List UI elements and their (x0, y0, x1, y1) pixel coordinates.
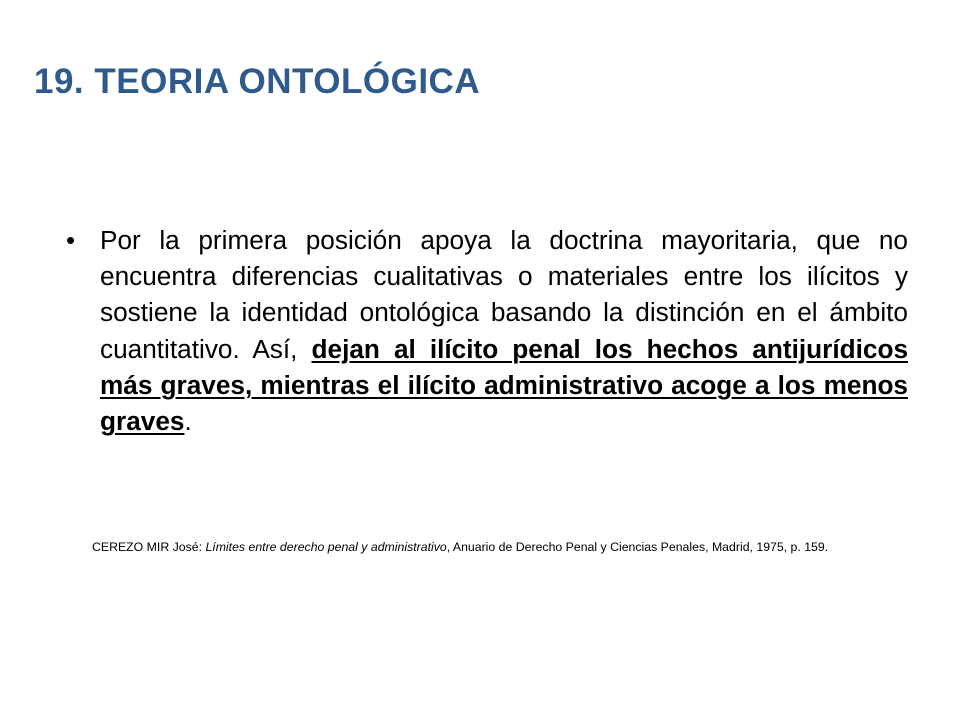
citation (92, 539, 922, 555)
citation-work-title: Límites entre derecho penal y administrativo (205, 540, 447, 554)
paragraph-emphasis-text: dejan al ilícito penal los hechos antijurídicos más graves, mientras el ilícito administrativo acoge a los menos graves (100, 333, 909, 437)
bullet-paragraph (100, 222, 908, 439)
citation-details: , Anuario de Derecho Penal y Ciencias Penales, Madrid, 1975, p. 159. (446, 540, 829, 554)
bullet-dot-icon: • (66, 225, 76, 255)
bullet-list (66, 222, 908, 439)
citation-author: CEREZO MIR José: (92, 540, 206, 554)
slide-title: 19. TEORIA ONTOLÓGICA (34, 62, 481, 101)
paragraph-lead-text: Por la primera posición apoya la doctrina mayoritaria, que no encuentra diferencias cualitativas o materiales entre los ilícitos y sostiene la identidad ontológica basando la distinción en el ámbito cuantitativo. Así, (100, 225, 908, 364)
bullet-item (66, 222, 908, 439)
paragraph-tail-text: . (184, 406, 192, 437)
